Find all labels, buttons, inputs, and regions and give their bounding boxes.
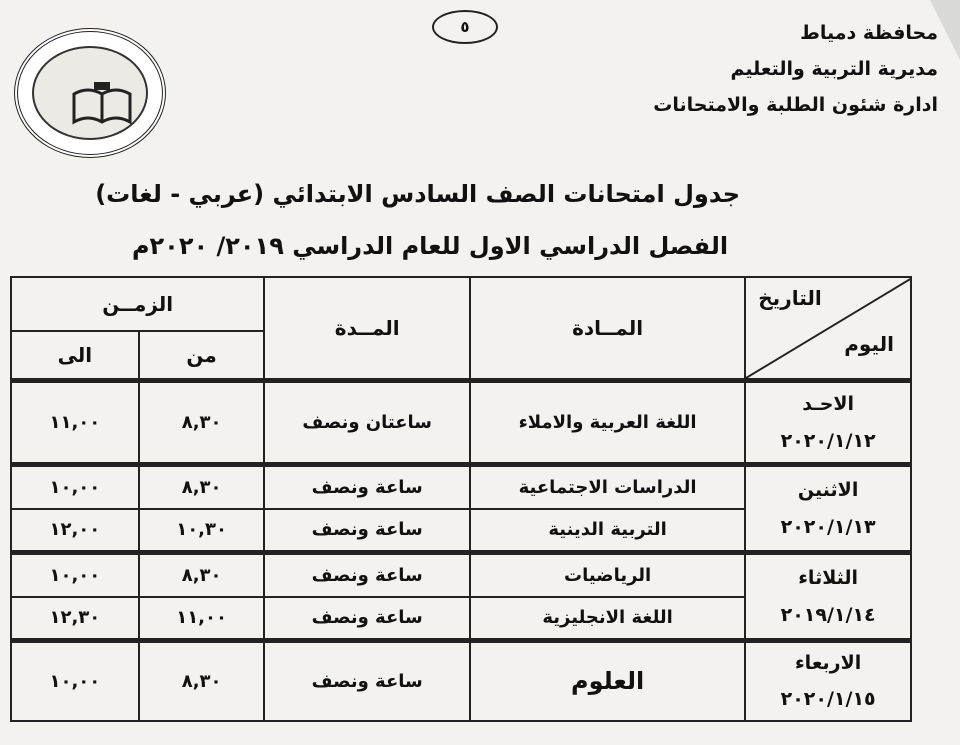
date-header: التاريخ (758, 286, 822, 310)
to-cell: ١٠,٠٠ (11, 465, 139, 509)
duration-cell: ساعتان ونصف (264, 381, 469, 465)
duration-cell: ساعة ونصف (264, 553, 469, 597)
day-name: الاربعاء (794, 652, 862, 675)
day-header: اليوم (844, 332, 894, 356)
to-cell: ١٠,٠٠ (11, 553, 139, 597)
from-cell: ٨,٣٠ (139, 553, 265, 597)
to-header: الى (11, 331, 139, 381)
day-name: الاحـد (802, 393, 855, 416)
subject-cell: اللغة الانجليزية (470, 597, 745, 641)
from-header: من (139, 331, 265, 381)
subject-cell: التربية الدينية (470, 509, 745, 553)
schedule-title: جدول امتحانات الصف السادس الابتدائي (عربي - لغات) (95, 180, 740, 208)
subject-cell: الرياضيات (470, 553, 745, 597)
from-cell: ٨,٣٠ (139, 641, 265, 721)
from-cell: ٨,٣٠ (139, 381, 265, 465)
to-cell: ١٢,٠٠ (11, 509, 139, 553)
duration-header: المــدة (264, 277, 469, 381)
time-header: الزمــن (11, 277, 264, 331)
subject-cell: اللغة العربية والاملاء (470, 381, 745, 465)
governorate-label: محافظة دمياط (800, 22, 938, 44)
to-cell: ١٠,٠٠ (11, 641, 139, 721)
subject-header: المــادة (470, 277, 745, 381)
subject-cell: العلوم (470, 641, 745, 721)
duration-cell: ساعة ونصف (264, 597, 469, 641)
to-cell: ١٢,٣٠ (11, 597, 139, 641)
administration-label: ادارة شئون الطلبة والامتحانات (653, 94, 938, 116)
exam-date: ٢٠٢٠/١/١٢ (780, 429, 876, 452)
day-name: الاثنين (797, 479, 859, 502)
duration-cell: ساعة ونصف (264, 465, 469, 509)
exam-schedule-table (10, 276, 912, 722)
day-cell (745, 381, 911, 465)
exam-date: ٢٠٢٠/١/١٣ (780, 515, 876, 538)
table-row (11, 553, 911, 597)
to-cell: ١١,٠٠ (11, 381, 139, 465)
duration-cell: ساعة ونصف (264, 641, 469, 721)
semester-title: الفصل الدراسي الاول للعام الدراسي ٢٠١٩/ ٢٠٢٠م (131, 232, 729, 260)
table-row (11, 641, 911, 721)
page-number: ٥ (432, 10, 498, 44)
day-cell (745, 641, 911, 721)
table-row (11, 381, 911, 465)
directorate-label: مديرية التربية والتعليم (730, 58, 938, 80)
ministry-logo (14, 28, 166, 158)
subject-cell: الدراسات الاجتماعية (470, 465, 745, 509)
from-cell: ٨,٣٠ (139, 465, 265, 509)
exam-date: ٢٠٢٠/١/١٥ (780, 688, 876, 711)
day-cell (745, 553, 911, 641)
from-cell: ١٠,٣٠ (139, 509, 265, 553)
duration-cell: ساعة ونصف (264, 509, 469, 553)
table-row (11, 465, 911, 509)
date-day-header (745, 277, 911, 381)
from-cell: ١١,٠٠ (139, 597, 265, 641)
book-emblem-icon (70, 82, 134, 130)
exam-date: ٢٠١٩/١/١٤ (780, 603, 876, 626)
day-cell (745, 465, 911, 553)
day-name: الثلاثاء (798, 567, 859, 590)
